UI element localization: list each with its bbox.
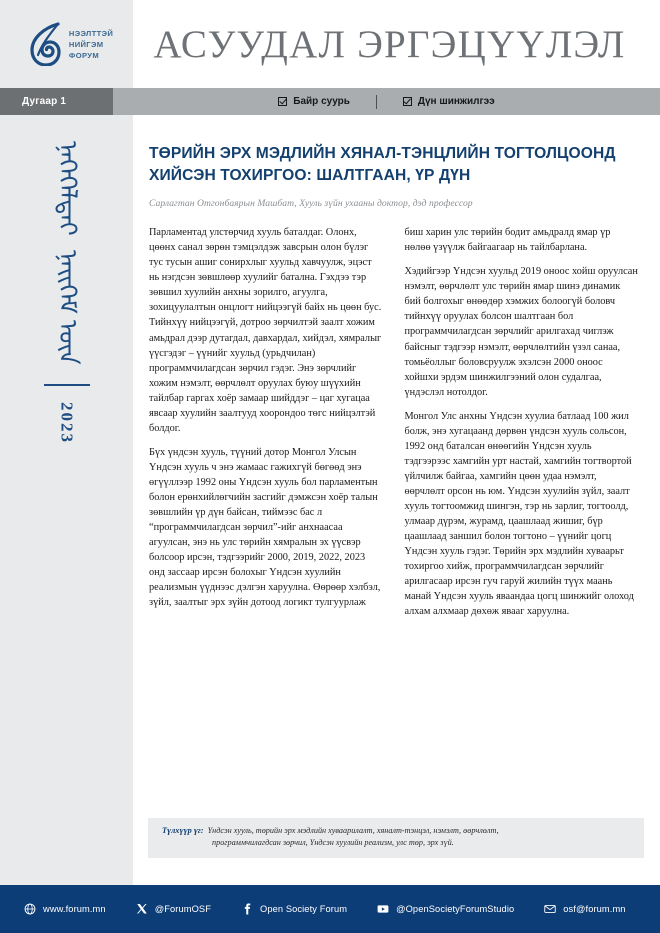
article-paragraph: Монгол Улс анхны Үндсэн хуулиа батлаад 100 жил болж, энэ хугацаанд дөрвөн үндсэн хууль сольсон, 1992 онд баталсан өнөөгийн Үндсэн хууль тэдгээрээс хамгийн урт настай, хамгийн тогтвортой үйлчилж байгаа, хамгийн цөөн удаа нэмэлт, өөрчлөлт орсон нь юм. Үндсэн хуулийн зүйл, заалт хууль тогтоомжид шингэн, тэр нь зарлиг, тогтоолд, улмаар дүрэм, журамд, цаашлаад жишиг, бүр цаашлаад заншил болон тогтоно – үүнийг цогц Үндсэн хууль гэдэг. Төрийн эрх мэдлийн хуваарьт тохиргоо хийж, программчилагдсан зөрчлийг арилгасаар ирсэн гуч гаруй жилийн түүх маань манай Үндсэн хууль яваандаа цогц шинжийг олоход алхам алхмаар дөхөж явааг харуулна. [404,410,634,618]
article-columns [149,225,638,785]
tab-label: Дүн шинжилгээ [417,96,495,107]
masthead [0,0,660,88]
mongolian-script-block [53,141,79,236]
keywords-box [148,818,644,858]
checkbox-checked-icon[interactable] [278,97,287,106]
keywords-label: Түлхүүр үг: [162,826,204,835]
footer-label: @OpenSocietyForumStudio [396,904,515,914]
tab-dun-shinjilgee[interactable] [377,96,521,107]
youtube-icon [377,903,389,915]
email-icon [544,903,556,915]
publisher-logo [0,0,133,88]
mongolian-script-block-2 [53,250,79,365]
footer-bar [0,885,660,933]
publication-title: АСУУДАЛ ЭРГЭЦҮҮЛЭЛ [153,22,626,66]
publisher-logo-text [69,28,113,61]
open-society-forum-spiral-logo-icon [28,22,62,66]
footer-label: osf@forum.mn [563,904,626,914]
masthead-title-container [133,0,660,88]
issue-bar [0,88,660,115]
issue-number: Дугаар 1 [0,88,113,115]
globe-icon [24,903,36,915]
footer-label: Open Society Forum [260,904,348,914]
tab-label: Байр суурь [293,96,350,107]
tab-bair-suuri[interactable] [252,96,376,107]
mongolian-script-line-2: ᠨᠡᠢᠭᠡᠮ ᠦᠨ [53,249,81,365]
issue-year: 2023 [57,401,77,444]
footer-youtube[interactable] [377,903,514,915]
article-body [133,115,660,885]
logo-line-2: НИЙГЭМ [68,39,104,49]
mongolian-script-line-1: ᠨᠡᠭᠡᠭᠡᠯᠲᠡᠢ [53,141,81,236]
footer-twitter[interactable] [136,903,211,915]
x-twitter-icon [136,903,148,915]
checkbox-checked-icon[interactable] [403,97,412,106]
footer-email[interactable] [544,903,625,915]
footer-facebook[interactable] [241,903,347,915]
keywords-line-1: Үндсэн хууль, төрийн эрх мэдлийн хуваарилалт, хяналт-тэнцэл, нэмэлт, өөрчлөлт, [207,826,499,835]
footer-website[interactable] [24,903,106,915]
logo-line-1: НЭЭЛТТЭЙ [68,28,114,38]
article-paragraph: Парламентад улстөрчид хууль баталдаг. Олонх, цөөнх санал зөрөн тэмцэлдэж завсрын олон бүлэг тус тусын ашиг сонирхлыг хуульд хавчуулж, эцэст нь нэгдсэн зөвшлөөр хуулийг баталнa. Гэхдээ тэр зөвшил хуулийн анхны зорилго, агуулга, зохицуулалтын онцлогт нийцээгүй байх нь цөөн бус. Тийнхүү нийцээгүй, дотроо зөрчилтэй заалт хожим амьдрал дээр дутагдал, давхардал, хийдэл, хямралыг үүсгэдэг – үүнийг хуульд (урьдчилан) программчилагдсан зөрчил гэдэг. Энэ зөрчлийг хожим нэмэлт, өөрчлөлт оруулах буюу шүүхийн тайлбар гаргах хоёр замаар шийддэг – цаг хугацаа явсаар хуулийн заалтууд хоорондоо төгс нийцэлтэй болдог. [149,227,382,434]
footer-label: www.forum.mn [43,904,106,914]
left-sidebar [0,115,133,885]
facebook-icon [241,903,253,915]
logo-line-3: ФОРУМ [68,50,100,60]
article-title: ТӨРИЙН ЭРХ МЭДЛИЙН ХЯНАЛ-ТЭНЦЛИЙН ТОГТОЛЦООНД ХИЙСЭН ТОХИРГОО: ШАЛТГААН, ҮР ДҮН [149,145,616,185]
footer-label: @ForumOSF [154,904,211,914]
section-tabs [113,88,660,115]
keywords-line-2: программчилагдсан зөрчил, Үндсэн хуулийн реализм, улс төр, эрх зүй. [212,838,454,848]
sidebar-divider [44,384,90,385]
article-paragraph: Хэдийгээр Үндсэн хуульд 2019 оноос хойш оруулсан нэмэлт, өөрчлөлт улс төрийн ямар шинэ динамик бий болгохыг өнөөдөр хэмжих болоогүй боловч тийнхүү оруулах болсон шалтгаан бол программчилагдсан зөрчлийг арилгахад чиглэж байсныг тэдгээр нэмэлт, өөрчлөлтийн үзэл санаа, томьёоллыг боловсруулж эхэлсэн 2000 оноос хойшхи эрдэм шинжилгээний олон судалгаа, үндэслэл нотолдог. [404,266,638,398]
article-paragraph: Бүх үндсэн хууль, түүний дотор Монгол Улсын Үндсэн хууль ч энэ жамаас гажихгүй бөгөөд энэ өгүүллээр 1992 оны Үндсэн хууль бол парламентын болон ерөнхийлөгчийн засгийг дэмжсэн хоёр талын зөвшлийн үр дүн байсан, тиймээс бас л “программчилагдсан зөрчил”-ийг анхнаасаа агуулсан, энэ нь улс төрийн хямралын эх үүсвэр болсоор ирсэн, тэдгээрийг 2000, 2019, 2022, 2023 онд зассаар ирсэн болохыг Үндсэн хуулийн реализмын үүднээс дэлгэн харуулна. Өөрөөр хэлбэл, зүйл, заалтыг эрх зүйн дотоод логикт тулгуурлаж биш харин улс төрийн бодит амьдралд ямар үр нөлөө үзүүлж байгаагаар нь тайлбарлана. [149,227,611,609]
article-author: Сарлагтан Отгонбаярын Машбат, Хууль зүйн ухааны доктор, дэд профессор [149,198,473,210]
